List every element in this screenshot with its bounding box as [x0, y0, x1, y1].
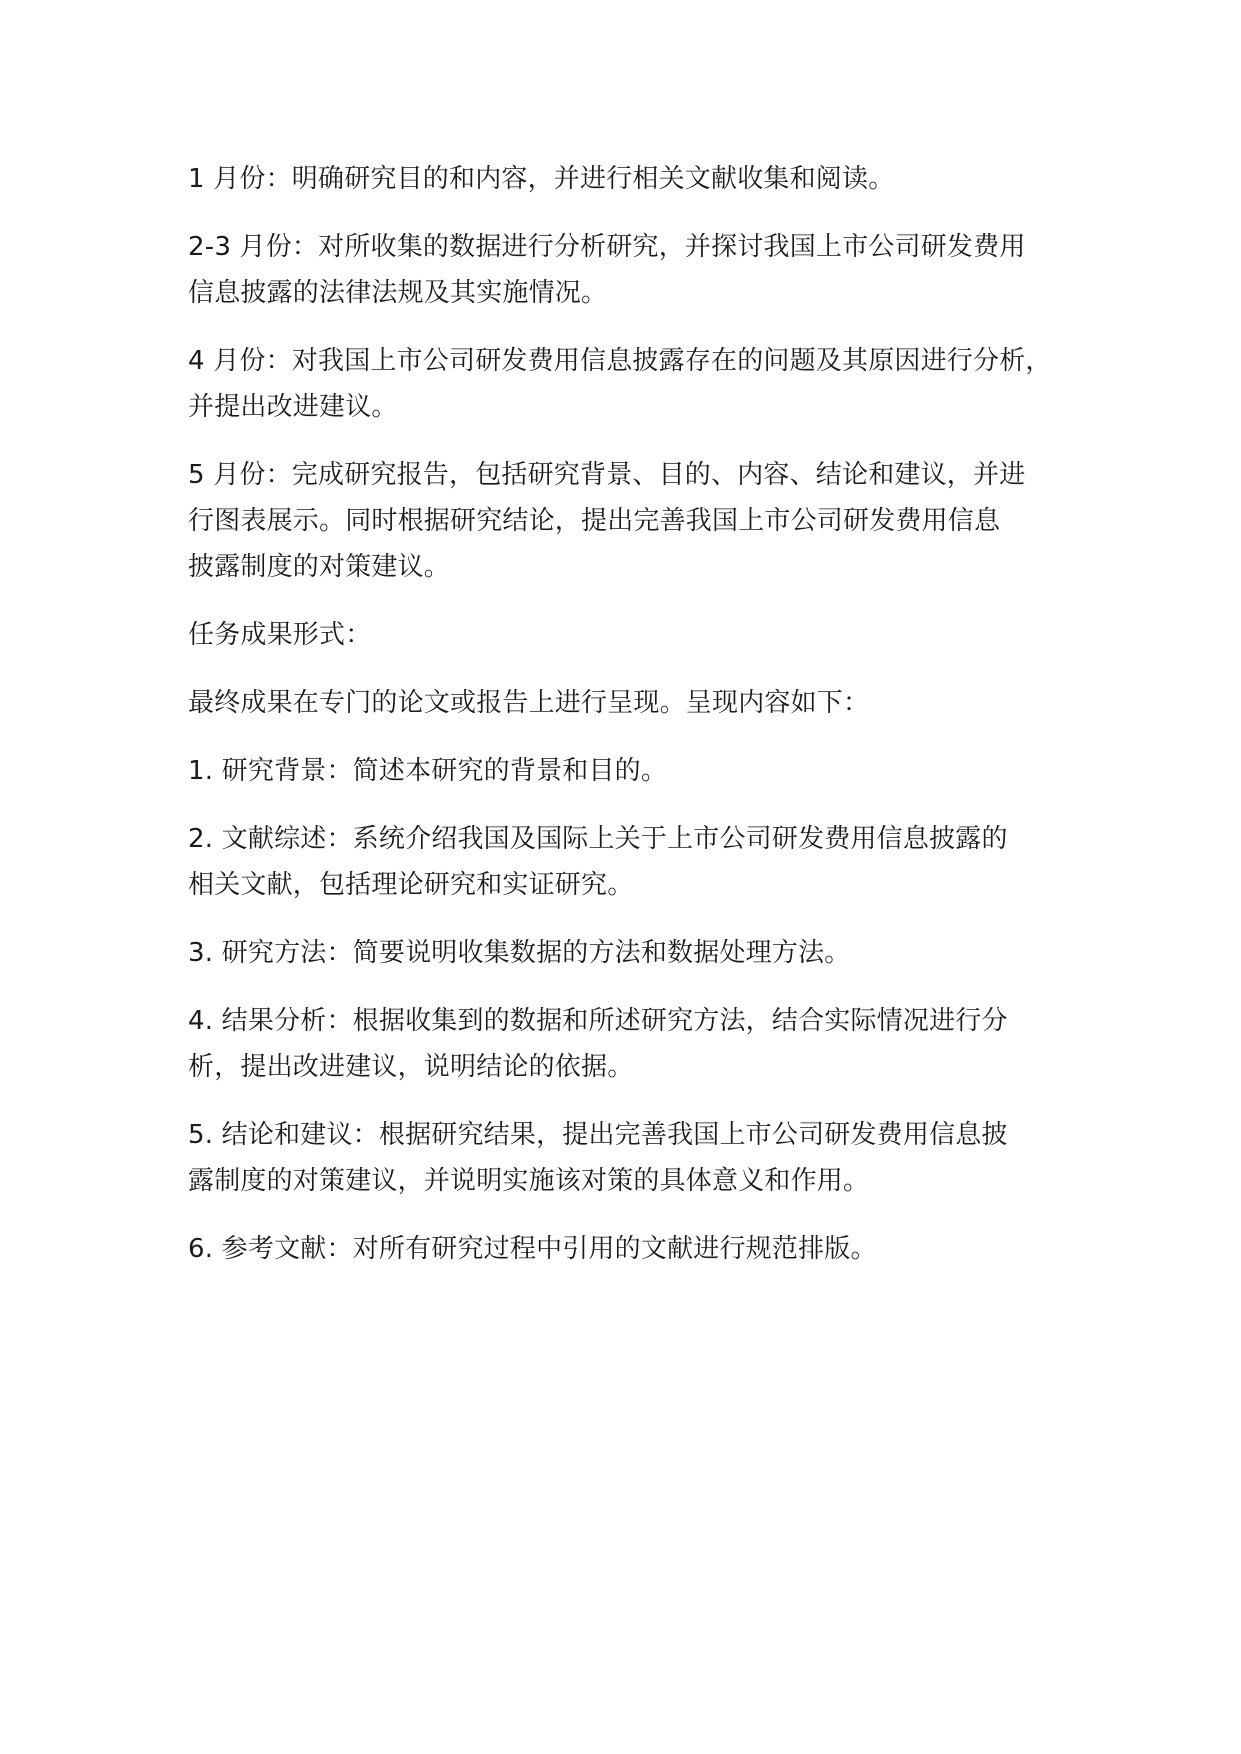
list-item-analysis — [188, 998, 1068, 1090]
text-line: 行图表展示。同时根据研究结论，提出完善我国上市公司研发费用信息 — [188, 506, 1001, 536]
text-line: 并提出改进建议。 — [188, 392, 398, 422]
text-line: 1. 研究背景：简述本研究的背景和目的。 — [188, 756, 668, 786]
text-line: 披露制度的对策建议。 — [188, 552, 451, 582]
text-line: 2-3 月份：对所收集的数据进行分析研究，并探讨我国上市公司研发费用 — [188, 232, 1026, 262]
text-line: 3. 研究方法：简要说明收集数据的方法和数据处理方法。 — [188, 938, 851, 968]
text-line: 1 月份：明确研究目的和内容，并进行相关文献收集和阅读。 — [188, 164, 895, 194]
paragraph-month-5 — [188, 452, 1068, 590]
text-line: 任务成果形式： — [188, 620, 372, 650]
paragraph-month-2-3 — [188, 224, 1068, 316]
text-line: 露制度的对策建议，并说明实施该对策的具体意义和作用。 — [188, 1166, 870, 1196]
text-line: 5. 结论和建议：根据研究结果，提出完善我国上市公司研发费用信息披 — [188, 1120, 1008, 1150]
list-item-literature-review — [188, 816, 1068, 908]
text-line: 6. 参考文献：对所有研究过程中引用的文献进行规范排版。 — [188, 1234, 877, 1264]
text-line: 4 月份：对我国上市公司研发费用信息披露存在的问题及其原因进行分析， — [188, 346, 1052, 376]
text-line: 信息披露的法律法规及其实施情况。 — [188, 278, 608, 308]
list-item-methods — [188, 930, 1068, 976]
paragraph-deliverable-heading — [188, 612, 1068, 658]
text-line: 2. 文献综述：系统介绍我国及国际上关于上市公司研发费用信息披露的 — [188, 824, 1008, 854]
text-line: 4. 结果分析：根据收集到的数据和所述研究方法，结合实际情况进行分 — [188, 1006, 1008, 1036]
paragraph-deliverable-intro — [188, 680, 1068, 726]
list-item-references — [188, 1226, 1068, 1272]
paragraph-month-4 — [188, 338, 1068, 430]
text-line: 相关文献，包括理论研究和实证研究。 — [188, 870, 634, 900]
list-item-background — [188, 748, 1068, 794]
paragraph-month-1 — [188, 156, 1068, 202]
text-line: 析，提出改进建议，说明结论的依据。 — [188, 1052, 634, 1082]
text-line: 5 月份：完成研究报告，包括研究背景、目的、内容、结论和建议，并进 — [188, 460, 1026, 490]
document-body — [188, 156, 1068, 1294]
text-line: 最终成果在专门的论文或报告上进行呈现。呈现内容如下： — [188, 688, 870, 718]
list-item-conclusions — [188, 1112, 1068, 1204]
